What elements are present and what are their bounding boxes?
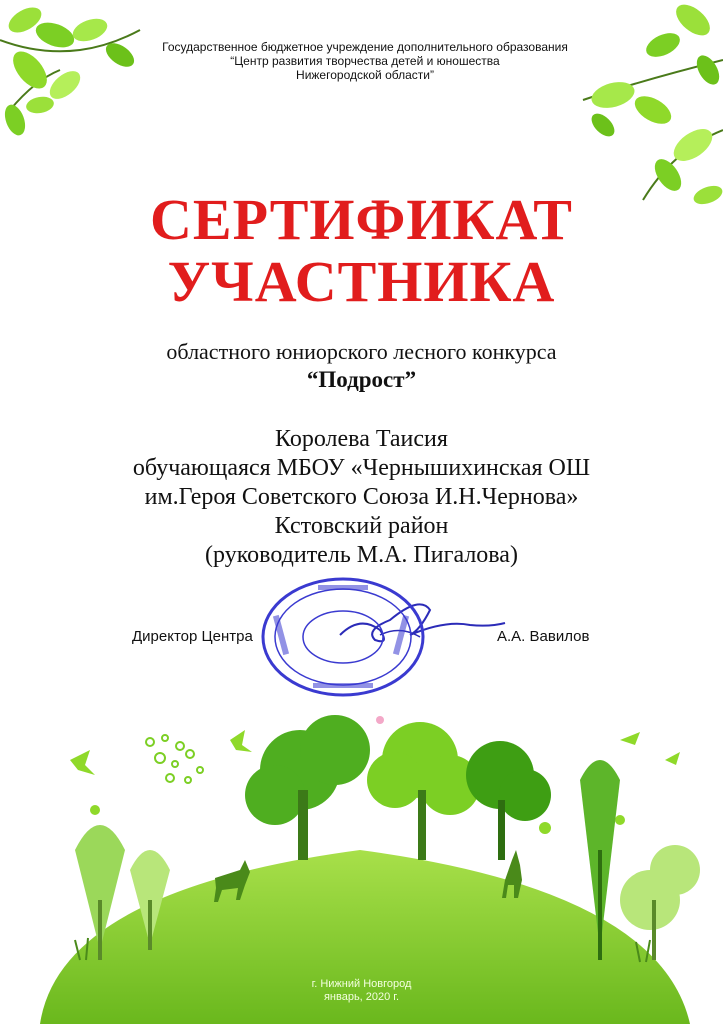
footer-city: г. Нижний Новгород: [311, 978, 412, 990]
official-stamp: [258, 575, 428, 700]
recipient-district: Кстовский район: [274, 513, 449, 539]
contest-description: областного юниорского лесного конкурса: [166, 339, 557, 364]
certificate-title-line-1: СЕРТИФИКАТ: [150, 187, 573, 252]
organization-header: [110, 40, 620, 82]
organization-line-2: “Центр развития творчества детей и юношества: [230, 54, 500, 68]
certificate-title-line-2: УЧАСТНИКА: [167, 249, 556, 314]
director-name: А.А. Вавилов: [497, 628, 590, 645]
recipient-block: [0, 425, 723, 570]
leaves-decoration-top-right: [543, 0, 723, 215]
director-position: Директор Центра: [132, 628, 253, 645]
nature-illustration: [0, 700, 723, 1024]
recipient-school-line-2: им.Героя Советского Союза И.Н.Чернова»: [144, 484, 579, 510]
contest-block: [0, 338, 723, 394]
footer-date: январь, 2020 г.: [323, 991, 400, 1003]
recipient-supervisor: (руководитель М.А. Пигалова): [205, 542, 518, 568]
recipient-school-line-1: обучающаяся МБОУ «Чернышихинская ОШ: [132, 455, 591, 481]
organization-line-1: Государственное бюджетное учреждение дополнительного образования: [162, 40, 568, 54]
organization-line-3: Нижегородской области”: [296, 68, 434, 82]
footer-block: [0, 978, 723, 1004]
recipient-name: Королева Таисия: [275, 426, 448, 452]
contest-name: “Подрост”: [306, 367, 417, 392]
